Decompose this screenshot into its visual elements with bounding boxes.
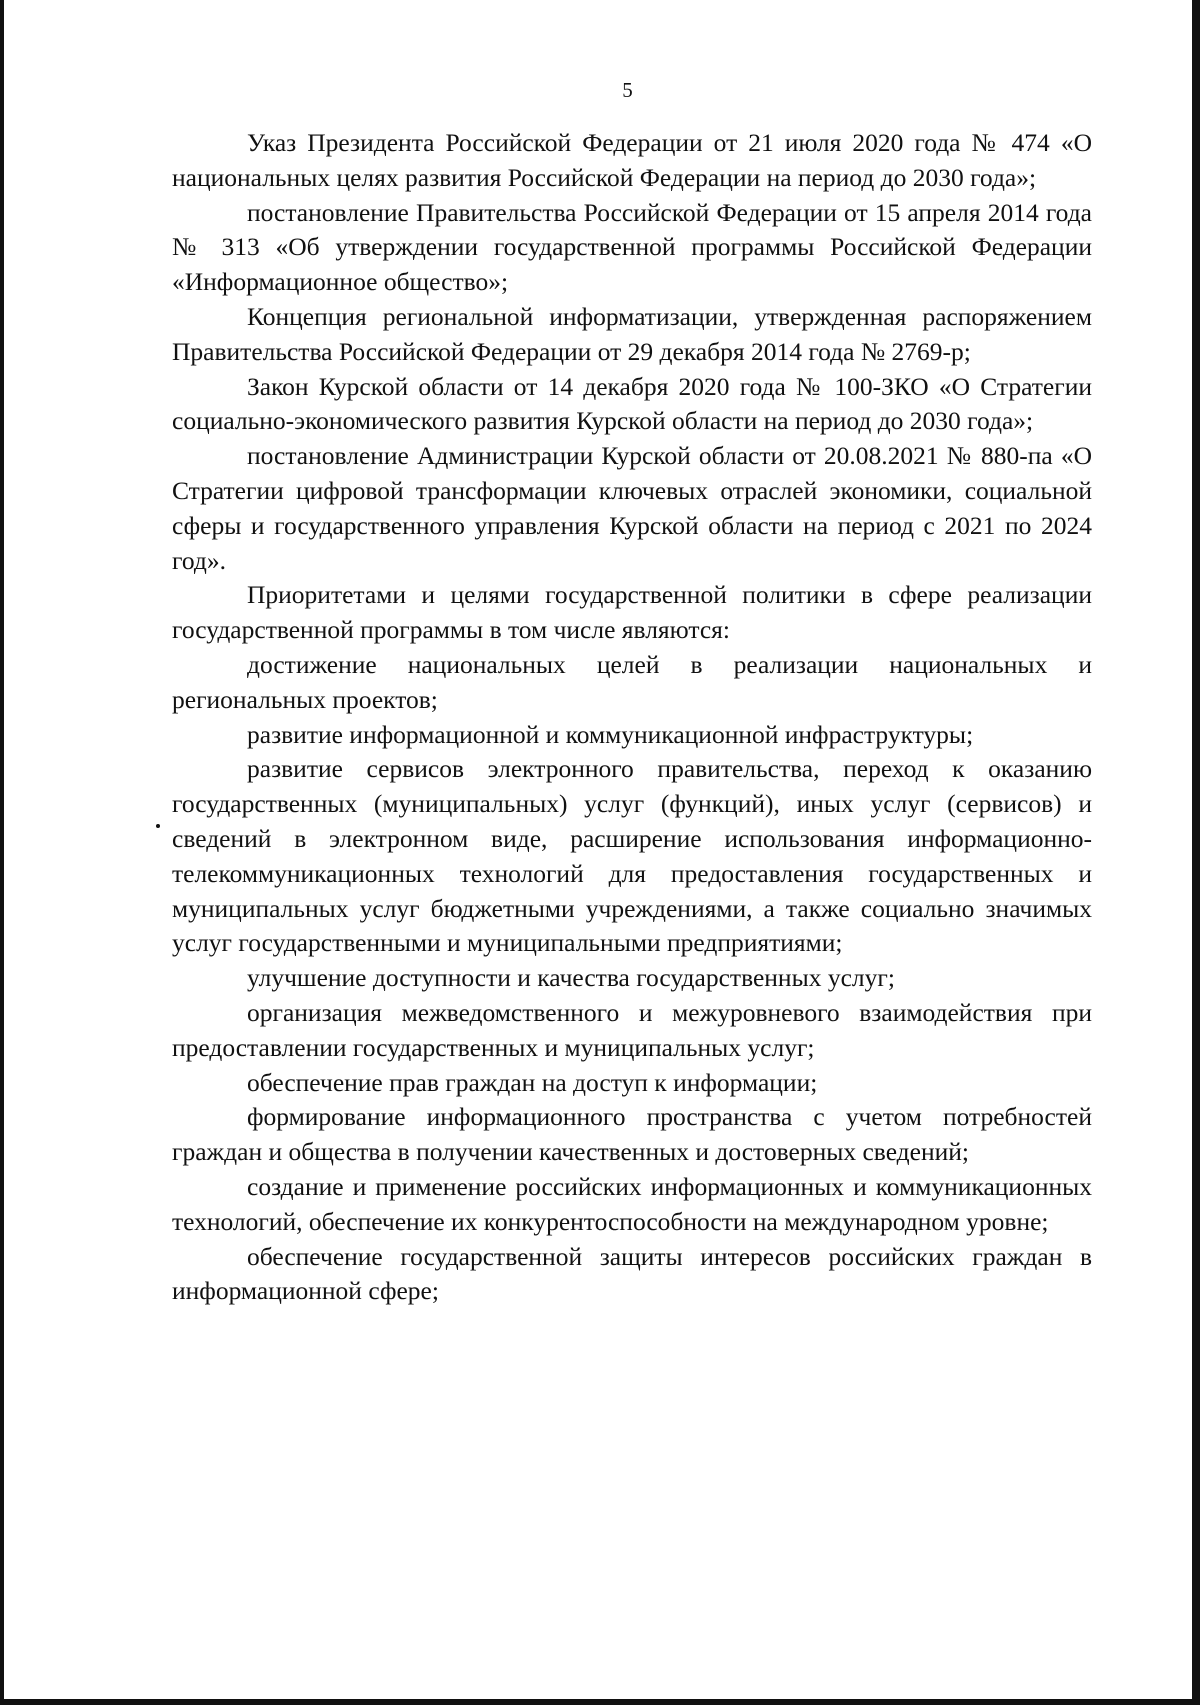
paragraph-priorities-intro: Приоритетами и целями государственной политики в сфере реализации государственной программы в том числе являются:	[172, 580, 1092, 645]
list-item: обеспечение государственной защиты интересов российских граждан в информационной сфере;	[172, 1241, 1092, 1306]
scan-edge-bottom	[0, 1699, 1200, 1705]
scan-artifact-dot	[156, 824, 160, 828]
paragraph-kursk-resolution-880: постановление Администрации Курской области от 20.08.2021 № 880-па «О Стратегии цифровой трансформации ключевых отраслей экономики, социальной сферы и государственного управления Курской области на период с 2021 по 2024 год».	[172, 441, 1092, 575]
list-item: организация межведомственного и межуровневого взаимодействия при предоставлении государственных и муниципальных услуг;	[172, 997, 1092, 1062]
list-item: формирование информационного пространства с учетом потребностей граждан и общества в получении качественных и достоверных сведений;	[172, 1102, 1092, 1167]
paragraph-government-resolution-313: постановление Правительства Российской Федерации от 15 апреля 2014 года № 313 «Об утверждении государственной программы Российской Федерации «Информационное общество»;	[172, 197, 1092, 297]
scan-edge-right	[1192, 0, 1200, 1705]
list-item: развитие информационной и коммуникационной инфраструктуры;	[247, 719, 974, 749]
list-item: улучшение доступности и качества государственных услуг;	[247, 963, 895, 993]
paragraph-kursk-law-100: Закон Курской области от 14 декабря 2020 года № 100-ЗКО «О Стратегии социально-экономического развития Курской области на период до 2030 года»;	[172, 371, 1092, 436]
page-number: 5	[622, 78, 633, 102]
list-item: достижение национальных целей в реализации национальных и региональных проектов;	[172, 649, 1092, 714]
scan-edge-left	[0, 0, 4, 1705]
list-item: обеспечение прав граждан на доступ к информации;	[247, 1067, 818, 1097]
document-body	[172, 126, 1092, 1309]
paragraph-decree-president: Указ Президента Российской Федерации от 21 июля 2020 года № 474 «О национальных целях развития Российской Федерации на период до 2030 года»;	[172, 128, 1092, 192]
list-item: развитие сервисов электронного правительства, переход к оказанию государственных (муниципальных) услуг (функций), иных услуг (сервисов) и сведений в электронном виде, расширение использования информационно-телекоммуникационных технологий для предоставления государственных и муниципальных услуг бюджетными учреждениями, а также социально значимых услуг государственными и муниципальными предприятиями;	[172, 754, 1092, 958]
list-item: создание и применение российских информационных и коммуникационных технологий, обеспечение их конкурентоспособности на международном уровне;	[172, 1171, 1092, 1236]
paragraph-informatization-concept: Концепция региональной информатизации, утвержденная распоряжением Правительства Российской Федерации от 29 декабря 2014 года № 2769-р;	[172, 301, 1092, 366]
